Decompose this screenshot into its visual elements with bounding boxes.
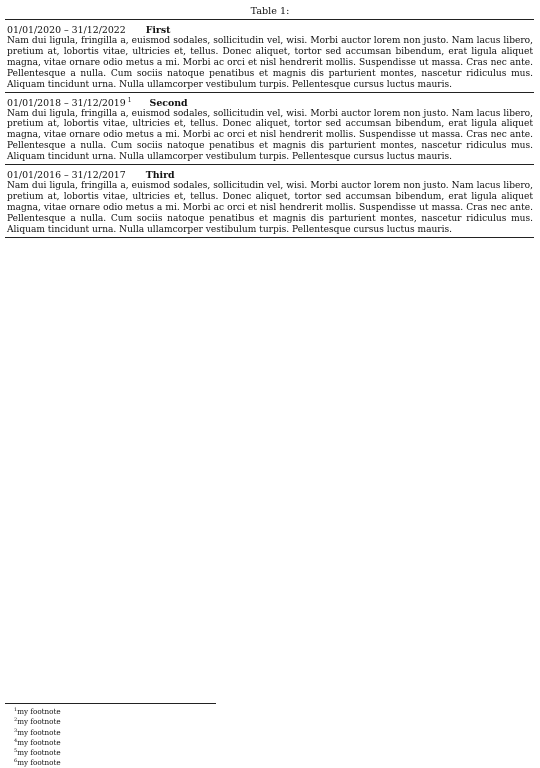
footnote-item [5, 757, 305, 767]
entry-description: Nam dui ligula, fringilla a, euismod sodales, sollicitudin vel, wisi. Morbi auctor lorem non justo. Nam lacus libero, pretium at, lobortis vitae, ultricies et, tellus. Donec aliquet, tortor sed accumsan bibendum, erat ligula aliquet magna, vitae ornare odio metus a mi. Morbi ac orci et nisl hendrerit mollis. Suspendisse ut massa. Cras nec ante. Pellentesque a nulla. Cum sociis natoque penatibus et magnis dis parturient montes, nascetur ridiculus mus. Aliquam tincidunt urna. Nulla ullamcorper vestibulum turpis. Pellentesque cursus luctus mauris. [7, 108, 533, 163]
footnote-rule [5, 703, 216, 704]
entry-header [7, 167, 534, 181]
table-caption: Table 1: [250, 6, 290, 17]
footnote-mark: 3 [14, 727, 18, 734]
entry-date-range: 01/01/2016 – 31/12/2017 [7, 170, 126, 182]
footnote-item [5, 706, 305, 716]
footnote-item [5, 747, 305, 757]
footnote-text: my footnote [17, 707, 61, 716]
footnotes [5, 703, 305, 768]
entry-date-range: 01/01/2020 – 31/12/2022 [7, 25, 126, 36]
entry-footnote-mark: 1 [127, 96, 132, 104]
entry-title: Third [145, 170, 175, 182]
table-entry-first [5, 20, 534, 92]
footnote-text: my footnote [17, 737, 61, 747]
footnote-item [5, 727, 305, 737]
entry-description: Nam dui ligula, fringilla a, euismod sodales, sollicitudin vel, wisi. Morbi auctor lorem non justo. Nam lacus libero, pretium at, lobortis vitae, ultricies et, tellus. Donec aliquet, tortor sed accumsan bibendum, erat ligula aliquet magna, vitae ornare odio metus a mi. Morbi ac orci et nisl hendrerit mollis. Suspendisse ut massa. Cras nec ante. Pellentesque a nulla. Cum sociis natoque penatibus et magnis dis parturient montes, nascetur ridiculus mus. Aliquam tincidunt urna. Nulla ullamcorper vestibulum turpis. Pellentesque cursus luctus mauris. [7, 181, 533, 235]
footnote-text: my footnote [17, 717, 61, 727]
entry-title: First [145, 25, 171, 36]
footnote-mark: 6 [14, 758, 18, 765]
table-bottom-rule [5, 237, 534, 238]
entries-table [5, 19, 534, 238]
entry-date-range: 01/01/2018 – 31/12/2019 [7, 97, 126, 109]
footnote-item [5, 737, 305, 747]
footnote-mark: 2 [14, 717, 18, 724]
table-entry-third [5, 165, 534, 237]
table-entry-second [5, 93, 534, 165]
footnote-mark: 5 [14, 748, 18, 755]
footnote-mark: 4 [14, 737, 18, 744]
entry-description: Nam dui ligula, fringilla a, euismod sodales, sollicitudin vel, wisi. Morbi auctor lorem non justo. Nam lacus libero, pretium at, lobortis vitae, ultricies et, tellus. Donec aliquet, tortor sed accumsan bibendum, erat ligula aliquet magna, vitae ornare odio metus a mi. Morbi ac orci et nisl hendrerit mollis. Suspendisse ut massa. Cras nec ante. Pellentesque a nulla. Cum sociis natoque penatibus et magnis dis parturient montes, nascetur ridiculus mus. Aliquam tincidunt urna. Nulla ullamcorper vestibulum turpis. Pellentesque cursus luctus mauris. [7, 36, 533, 90]
footnote-mark: 1 [14, 707, 18, 713]
footnote-text: my footnote [17, 758, 61, 768]
footnote-item [5, 716, 305, 726]
entry-header [7, 95, 534, 109]
entry-header [7, 22, 534, 36]
footnote-text: my footnote [17, 727, 61, 737]
footnote-text: my footnote [17, 748, 61, 758]
entry-title: Second [149, 97, 188, 109]
